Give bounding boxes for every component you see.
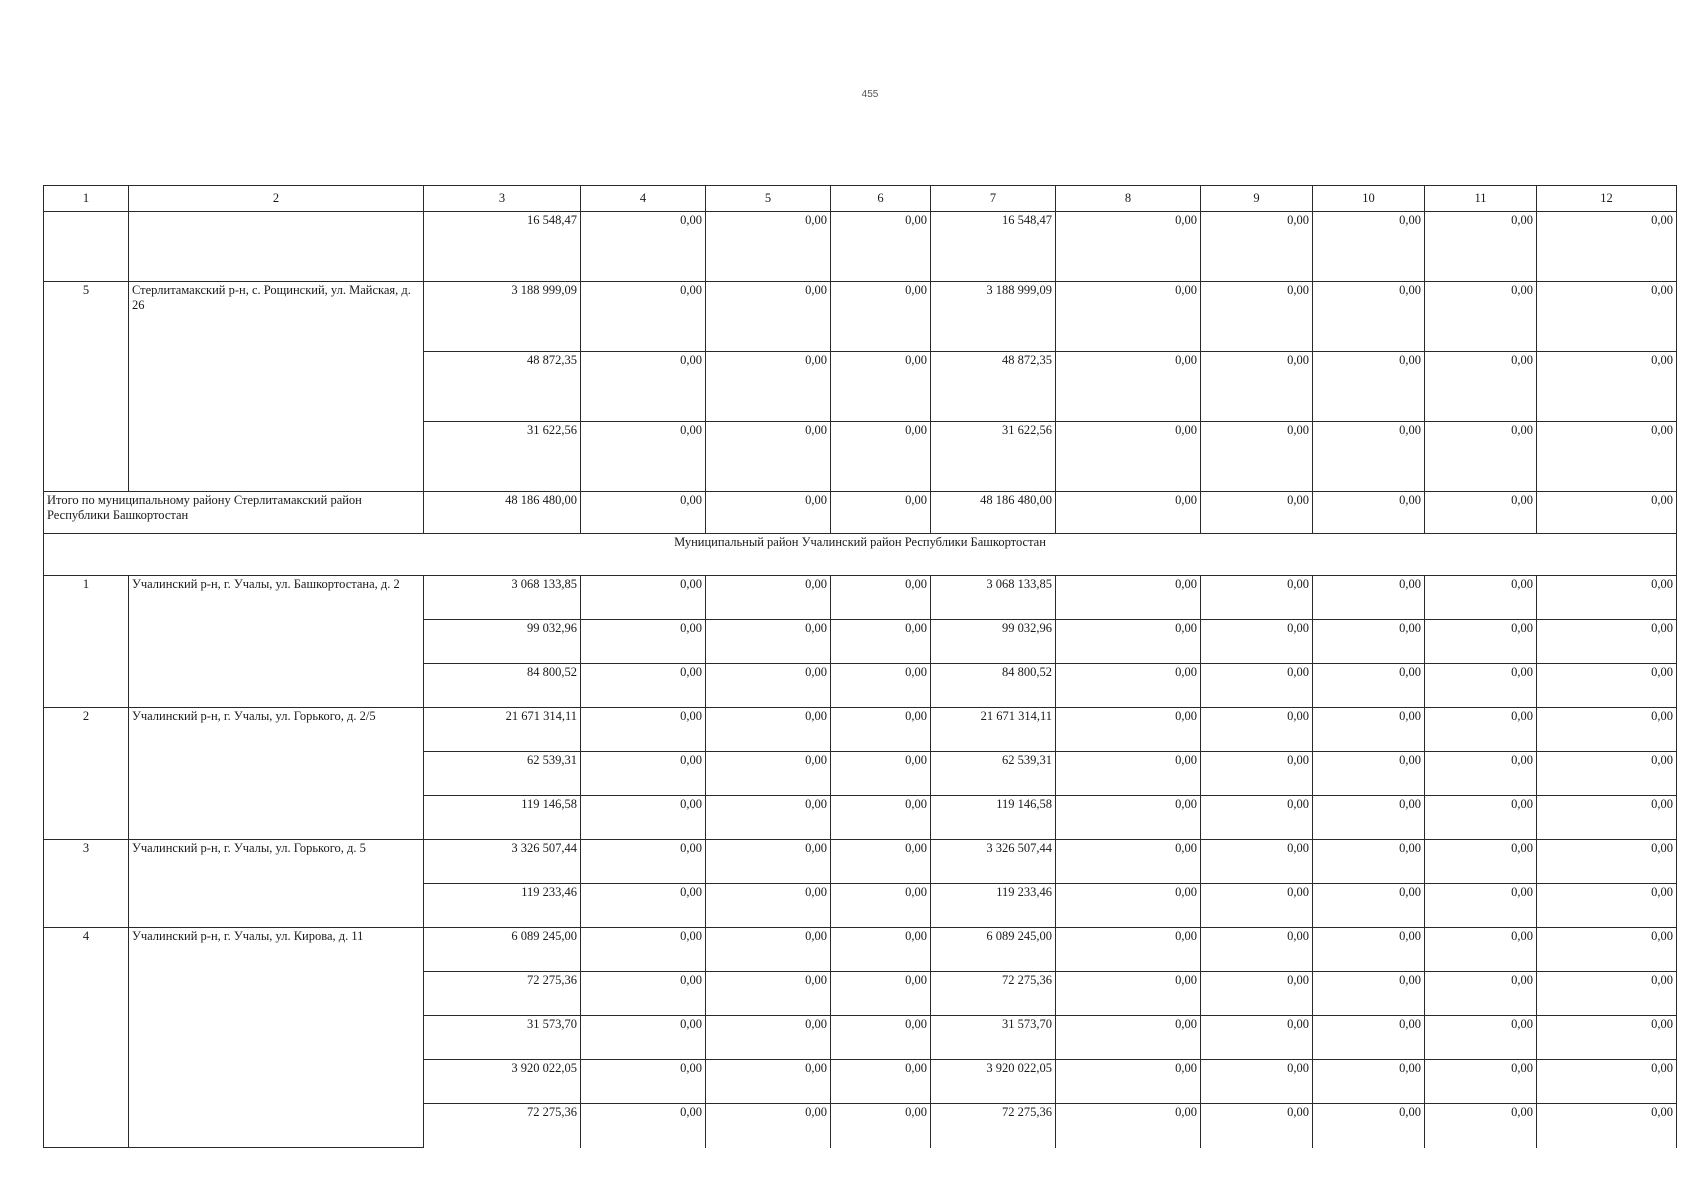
zero-cell: 0,00 bbox=[831, 492, 931, 534]
zero-cell: 0,00 bbox=[831, 840, 931, 884]
amount-cell: 31 573,70 bbox=[931, 1016, 1056, 1060]
region-total-row bbox=[44, 492, 1677, 534]
zero-cell: 0,00 bbox=[1201, 576, 1313, 620]
zero-cell: 0,00 bbox=[581, 664, 706, 708]
zero-cell: 0,00 bbox=[706, 884, 831, 928]
zero-cell: 0,00 bbox=[706, 212, 831, 282]
row-address: Учалинский р-н, г. Учалы, ул. Горького, д. 5 bbox=[129, 840, 424, 928]
table-row bbox=[44, 212, 1677, 282]
zero-cell: 0,00 bbox=[1201, 1104, 1313, 1148]
header-cell: 11 bbox=[1425, 186, 1537, 212]
zero-cell: 0,00 bbox=[1313, 212, 1425, 282]
zero-cell: 0,00 bbox=[706, 352, 831, 422]
zero-cell: 0,00 bbox=[831, 972, 931, 1016]
zero-cell: 0,00 bbox=[1056, 1060, 1201, 1104]
row-index: 4 bbox=[44, 928, 129, 1148]
zero-cell: 0,00 bbox=[1201, 708, 1313, 752]
zero-cell: 0,00 bbox=[581, 352, 706, 422]
amount-cell: 119 233,46 bbox=[931, 884, 1056, 928]
zero-cell: 0,00 bbox=[1425, 840, 1537, 884]
data-table bbox=[43, 185, 1677, 1148]
zero-cell: 0,00 bbox=[1056, 884, 1201, 928]
zero-cell: 0,00 bbox=[1056, 796, 1201, 840]
zero-cell: 0,00 bbox=[706, 1104, 831, 1148]
amount-cell: 16 548,47 bbox=[931, 212, 1056, 282]
zero-cell: 0,00 bbox=[1056, 492, 1201, 534]
zero-cell: 0,00 bbox=[1313, 752, 1425, 796]
zero-cell: 0,00 bbox=[831, 620, 931, 664]
zero-cell: 0,00 bbox=[1425, 422, 1537, 492]
zero-cell: 0,00 bbox=[1201, 884, 1313, 928]
zero-cell: 0,00 bbox=[581, 1016, 706, 1060]
zero-cell: 0,00 bbox=[581, 708, 706, 752]
amount-cell: 48 186 480,00 bbox=[424, 492, 581, 534]
zero-cell: 0,00 bbox=[1313, 708, 1425, 752]
amount-cell: 6 089 245,00 bbox=[931, 928, 1056, 972]
amount-cell: 84 800,52 bbox=[424, 664, 581, 708]
zero-cell: 0,00 bbox=[706, 1016, 831, 1060]
zero-cell: 0,00 bbox=[1056, 576, 1201, 620]
amount-cell: 99 032,96 bbox=[931, 620, 1056, 664]
row-index: 2 bbox=[44, 708, 129, 840]
zero-cell: 0,00 bbox=[706, 282, 831, 352]
table-row bbox=[44, 576, 1677, 620]
zero-cell: 0,00 bbox=[1537, 752, 1677, 796]
zero-cell: 0,00 bbox=[706, 422, 831, 492]
zero-cell: 0,00 bbox=[581, 840, 706, 884]
zero-cell: 0,00 bbox=[1056, 840, 1201, 884]
row-address: Учалинский р-н, г. Учалы, ул. Горького, д. 2/5 bbox=[129, 708, 424, 840]
zero-cell: 0,00 bbox=[831, 282, 931, 352]
amount-cell: 48 872,35 bbox=[424, 352, 581, 422]
header-cell: 3 bbox=[424, 186, 581, 212]
amount-cell: 3 068 133,85 bbox=[424, 576, 581, 620]
zero-cell: 0,00 bbox=[1425, 972, 1537, 1016]
zero-cell: 0,00 bbox=[831, 884, 931, 928]
zero-cell: 0,00 bbox=[1201, 972, 1313, 1016]
zero-cell: 0,00 bbox=[706, 576, 831, 620]
zero-cell: 0,00 bbox=[831, 352, 931, 422]
amount-cell: 16 548,47 bbox=[424, 212, 581, 282]
zero-cell: 0,00 bbox=[1425, 282, 1537, 352]
zero-cell: 0,00 bbox=[581, 752, 706, 796]
amount-cell: 3 920 022,05 bbox=[931, 1060, 1056, 1104]
amount-cell: 31 622,56 bbox=[931, 422, 1056, 492]
zero-cell: 0,00 bbox=[706, 840, 831, 884]
zero-cell: 0,00 bbox=[1201, 352, 1313, 422]
zero-cell: 0,00 bbox=[1056, 422, 1201, 492]
zero-cell: 0,00 bbox=[831, 796, 931, 840]
zero-cell: 0,00 bbox=[706, 1060, 831, 1104]
amount-cell: 119 146,58 bbox=[931, 796, 1056, 840]
zero-cell: 0,00 bbox=[1056, 708, 1201, 752]
zero-cell: 0,00 bbox=[706, 708, 831, 752]
zero-cell: 0,00 bbox=[1537, 928, 1677, 972]
amount-cell: 3 068 133,85 bbox=[931, 576, 1056, 620]
zero-cell: 0,00 bbox=[1201, 664, 1313, 708]
zero-cell: 0,00 bbox=[1201, 422, 1313, 492]
zero-cell: 0,00 bbox=[1425, 796, 1537, 840]
zero-cell: 0,00 bbox=[1056, 282, 1201, 352]
zero-cell: 0,00 bbox=[1313, 620, 1425, 664]
zero-cell: 0,00 bbox=[706, 928, 831, 972]
region-title: Муниципальный район Учалинский район Республики Башкортостан bbox=[44, 534, 1677, 576]
zero-cell: 0,00 bbox=[1201, 1016, 1313, 1060]
amount-cell: 72 275,36 bbox=[931, 972, 1056, 1016]
row-address: Учалинский р-н, г. Учалы, ул. Башкортостана, д. 2 bbox=[129, 576, 424, 708]
zero-cell: 0,00 bbox=[1537, 282, 1677, 352]
zero-cell: 0,00 bbox=[1056, 928, 1201, 972]
amount-cell: 31 573,70 bbox=[424, 1016, 581, 1060]
amount-cell: 3 920 022,05 bbox=[424, 1060, 581, 1104]
table-row bbox=[44, 282, 1677, 352]
zero-cell: 0,00 bbox=[1201, 928, 1313, 972]
zero-cell: 0,00 bbox=[1056, 352, 1201, 422]
zero-cell: 0,00 bbox=[1313, 840, 1425, 884]
zero-cell: 0,00 bbox=[1201, 282, 1313, 352]
zero-cell: 0,00 bbox=[1056, 752, 1201, 796]
header-cell: 6 bbox=[831, 186, 931, 212]
zero-cell: 0,00 bbox=[831, 422, 931, 492]
zero-cell: 0,00 bbox=[581, 1104, 706, 1148]
zero-cell: 0,00 bbox=[1425, 352, 1537, 422]
page-number: 455 bbox=[861, 89, 879, 100]
zero-cell: 0,00 bbox=[1313, 352, 1425, 422]
zero-cell: 0,00 bbox=[581, 796, 706, 840]
zero-cell: 0,00 bbox=[1425, 928, 1537, 972]
amount-cell: 99 032,96 bbox=[424, 620, 581, 664]
zero-cell: 0,00 bbox=[831, 212, 931, 282]
zero-cell: 0,00 bbox=[706, 796, 831, 840]
zero-cell: 0,00 bbox=[706, 972, 831, 1016]
header-cell: 10 bbox=[1313, 186, 1425, 212]
zero-cell: 0,00 bbox=[1425, 1104, 1537, 1148]
zero-cell: 0,00 bbox=[1537, 664, 1677, 708]
zero-cell: 0,00 bbox=[581, 972, 706, 1016]
zero-cell: 0,00 bbox=[1313, 1104, 1425, 1148]
row-address bbox=[129, 212, 424, 282]
row-index bbox=[44, 212, 129, 282]
table-row bbox=[44, 840, 1677, 884]
zero-cell: 0,00 bbox=[1313, 1060, 1425, 1104]
amount-cell: 48 872,35 bbox=[931, 352, 1056, 422]
zero-cell: 0,00 bbox=[1425, 664, 1537, 708]
zero-cell: 0,00 bbox=[1425, 212, 1537, 282]
zero-cell: 0,00 bbox=[1425, 752, 1537, 796]
zero-cell: 0,00 bbox=[1201, 492, 1313, 534]
amount-cell: 62 539,31 bbox=[424, 752, 581, 796]
amount-cell: 62 539,31 bbox=[931, 752, 1056, 796]
header-cell: 2 bbox=[129, 186, 424, 212]
zero-cell: 0,00 bbox=[1201, 620, 1313, 664]
zero-cell: 0,00 bbox=[581, 492, 706, 534]
zero-cell: 0,00 bbox=[1056, 972, 1201, 1016]
zero-cell: 0,00 bbox=[1313, 282, 1425, 352]
zero-cell: 0,00 bbox=[581, 884, 706, 928]
zero-cell: 0,00 bbox=[1313, 928, 1425, 972]
zero-cell: 0,00 bbox=[581, 928, 706, 972]
header-cell: 4 bbox=[581, 186, 706, 212]
zero-cell: 0,00 bbox=[581, 620, 706, 664]
zero-cell: 0,00 bbox=[831, 752, 931, 796]
zero-cell: 0,00 bbox=[831, 928, 931, 972]
zero-cell: 0,00 bbox=[1056, 212, 1201, 282]
amount-cell: 72 275,36 bbox=[931, 1104, 1056, 1148]
amount-cell: 3 326 507,44 bbox=[931, 840, 1056, 884]
amount-cell: 3 326 507,44 bbox=[424, 840, 581, 884]
zero-cell: 0,00 bbox=[831, 1104, 931, 1148]
zero-cell: 0,00 bbox=[1313, 576, 1425, 620]
amount-cell: 6 089 245,00 bbox=[424, 928, 581, 972]
zero-cell: 0,00 bbox=[1537, 212, 1677, 282]
zero-cell: 0,00 bbox=[1537, 972, 1677, 1016]
zero-cell: 0,00 bbox=[1537, 796, 1677, 840]
amount-cell: 119 233,46 bbox=[424, 884, 581, 928]
zero-cell: 0,00 bbox=[831, 576, 931, 620]
zero-cell: 0,00 bbox=[706, 492, 831, 534]
header-cell: 9 bbox=[1201, 186, 1313, 212]
zero-cell: 0,00 bbox=[1056, 1016, 1201, 1060]
row-index: 3 bbox=[44, 840, 129, 928]
zero-cell: 0,00 bbox=[1201, 212, 1313, 282]
amount-cell: 84 800,52 bbox=[931, 664, 1056, 708]
amount-cell: 31 622,56 bbox=[424, 422, 581, 492]
row-address: Стерлитамакский р-н, с. Рощинский, ул. Майская, д. 26 bbox=[129, 282, 424, 492]
zero-cell: 0,00 bbox=[831, 1016, 931, 1060]
zero-cell: 0,00 bbox=[1537, 1060, 1677, 1104]
header-cell: 12 bbox=[1537, 186, 1677, 212]
zero-cell: 0,00 bbox=[581, 576, 706, 620]
zero-cell: 0,00 bbox=[1425, 620, 1537, 664]
zero-cell: 0,00 bbox=[1201, 1060, 1313, 1104]
zero-cell: 0,00 bbox=[1313, 422, 1425, 492]
amount-cell: 48 186 480,00 bbox=[931, 492, 1056, 534]
amount-cell: 3 188 999,09 bbox=[931, 282, 1056, 352]
zero-cell: 0,00 bbox=[831, 708, 931, 752]
zero-cell: 0,00 bbox=[1537, 840, 1677, 884]
amount-cell: 21 671 314,11 bbox=[424, 708, 581, 752]
zero-cell: 0,00 bbox=[1201, 752, 1313, 796]
zero-cell: 0,00 bbox=[706, 620, 831, 664]
header-cell: 7 bbox=[931, 186, 1056, 212]
zero-cell: 0,00 bbox=[1056, 1104, 1201, 1148]
row-index: 5 bbox=[44, 282, 129, 492]
row-index: 1 bbox=[44, 576, 129, 708]
zero-cell: 0,00 bbox=[1537, 620, 1677, 664]
zero-cell: 0,00 bbox=[1425, 1016, 1537, 1060]
zero-cell: 0,00 bbox=[581, 282, 706, 352]
zero-cell: 0,00 bbox=[1537, 352, 1677, 422]
zero-cell: 0,00 bbox=[1425, 708, 1537, 752]
zero-cell: 0,00 bbox=[1313, 884, 1425, 928]
zero-cell: 0,00 bbox=[1056, 620, 1201, 664]
zero-cell: 0,00 bbox=[1201, 840, 1313, 884]
zero-cell: 0,00 bbox=[1201, 796, 1313, 840]
zero-cell: 0,00 bbox=[1313, 492, 1425, 534]
zero-cell: 0,00 bbox=[1537, 422, 1677, 492]
zero-cell: 0,00 bbox=[1313, 796, 1425, 840]
zero-cell: 0,00 bbox=[706, 752, 831, 796]
zero-cell: 0,00 bbox=[1056, 664, 1201, 708]
zero-cell: 0,00 bbox=[1537, 576, 1677, 620]
amount-cell: 72 275,36 bbox=[424, 1104, 581, 1148]
table-row bbox=[44, 708, 1677, 752]
zero-cell: 0,00 bbox=[706, 664, 831, 708]
zero-cell: 0,00 bbox=[1537, 492, 1677, 534]
zero-cell: 0,00 bbox=[1537, 884, 1677, 928]
zero-cell: 0,00 bbox=[1313, 972, 1425, 1016]
region-total-label: Итого по муниципальному району Стерлитамакский район Республики Башкортостан bbox=[44, 492, 424, 534]
zero-cell: 0,00 bbox=[1537, 1016, 1677, 1060]
amount-cell: 3 188 999,09 bbox=[424, 282, 581, 352]
zero-cell: 0,00 bbox=[581, 1060, 706, 1104]
region-title-row bbox=[44, 534, 1677, 576]
zero-cell: 0,00 bbox=[1425, 884, 1537, 928]
zero-cell: 0,00 bbox=[831, 1060, 931, 1104]
header-row bbox=[44, 186, 1677, 212]
zero-cell: 0,00 bbox=[1537, 1104, 1677, 1148]
amount-cell: 72 275,36 bbox=[424, 972, 581, 1016]
zero-cell: 0,00 bbox=[1425, 492, 1537, 534]
zero-cell: 0,00 bbox=[831, 664, 931, 708]
zero-cell: 0,00 bbox=[1425, 1060, 1537, 1104]
zero-cell: 0,00 bbox=[1425, 576, 1537, 620]
header-cell: 5 bbox=[706, 186, 831, 212]
zero-cell: 0,00 bbox=[1537, 708, 1677, 752]
zero-cell: 0,00 bbox=[1313, 664, 1425, 708]
amount-cell: 21 671 314,11 bbox=[931, 708, 1056, 752]
table-row bbox=[44, 928, 1677, 972]
zero-cell: 0,00 bbox=[581, 422, 706, 492]
amount-cell: 119 146,58 bbox=[424, 796, 581, 840]
zero-cell: 0,00 bbox=[1313, 1016, 1425, 1060]
row-address: Учалинский р-н, г. Учалы, ул. Кирова, д. 11 bbox=[129, 928, 424, 1148]
header-cell: 1 bbox=[44, 186, 129, 212]
header-cell: 8 bbox=[1056, 186, 1201, 212]
zero-cell: 0,00 bbox=[581, 212, 706, 282]
